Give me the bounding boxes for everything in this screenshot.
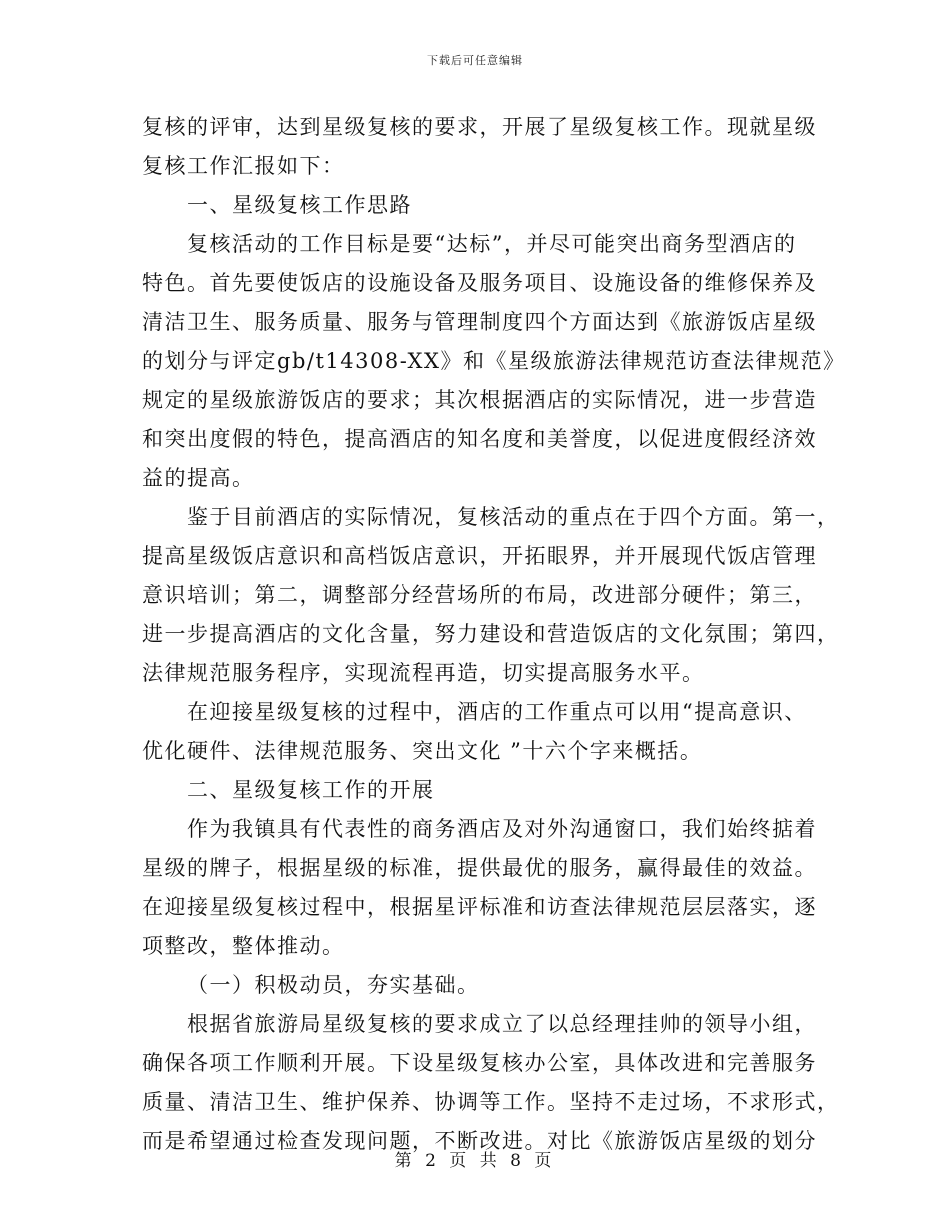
body-line: 规定的星级旅游饭店的要求；其次根据酒店的实际情况，进一步营造 xyxy=(142,388,817,412)
body-line: 确保各项工作顺利开展。下设星级复核办公室，具体改进和完善服务 xyxy=(142,1051,817,1075)
body-line: 提高星级饭店意识和高档饭店意识，开拓眼界，并开展现代饭店管理 xyxy=(142,544,817,568)
document-body xyxy=(142,108,846,1161)
body-line: 特色。首先要使饭店的设施设备及服务项目、设施设备的维修保养及 xyxy=(142,271,817,295)
body-line: 根据省旅游局星级复核的要求成立了以总经理挂帅的领导小组， xyxy=(187,1012,817,1036)
body-line: 进一步提高酒店的文化含量，努力建设和营造饭店的文化氛围；第四， xyxy=(142,622,840,646)
page-header: 下载后可任意编辑 xyxy=(427,54,523,67)
body-line: 一、星级复核工作思路 xyxy=(187,193,412,217)
body-line: 项整改，整体推动。 xyxy=(142,934,345,958)
body-line: 作为我镇具有代表性的商务酒店及对外沟通窗口，我们始终掂着 xyxy=(187,817,817,841)
body-line: 在迎接星级复核过程中，根据星评标准和访查法律规范层层落实，逐 xyxy=(142,895,817,919)
body-line: 法律规范服务程序，实现流程再造，切实提高服务水平。 xyxy=(142,661,705,685)
body-line: 复核工作汇报如下： xyxy=(142,154,345,178)
body-line: 在迎接星级复核的过程中，酒店的工作重点可以用“提高意识、 xyxy=(187,700,807,724)
body-line: 而是希望通过检查发现问题，不断改进。对比《旅游饭店星级的划分 xyxy=(142,1129,817,1153)
body-line: 星级的牌子，根据星级的标准，提供最优的服务，赢得最佳的效益。 xyxy=(142,856,817,880)
body-line: 优化硬件、法律规范服务、突出文化 ”十六个字来概括。 xyxy=(142,739,703,763)
body-line: 复核的评审，达到星级复核的要求，开展了星级复核工作。现就星级 xyxy=(142,115,817,139)
body-line: （一）积极动员，夯实基础。 xyxy=(187,973,480,997)
body-line: 鉴于目前酒店的实际情况，复核活动的重点在于四个方面。第一， xyxy=(187,505,840,529)
body-line: 的划分与评定gb/t14308-XX》和《星级旅游法律规范访查法律规范》 xyxy=(142,349,846,373)
body-line: 和突出度假的特色，提高酒店的知名度和美誉度，以促进度假经济效 xyxy=(142,427,817,451)
body-line: 益的提高。 xyxy=(142,466,255,490)
body-line: 质量、清洁卫生、维护保养、协调等工作。坚持不走过场，不求形式， xyxy=(142,1090,840,1114)
body-line: 二、星级复核工作的开展 xyxy=(187,778,435,802)
body-line: 意识培训；第二，调整部分经营场所的布局，改进部分硬件；第三， xyxy=(142,583,817,607)
body-line: 复核活动的工作目标是要“达标”，并尽可能突出商务型酒店的 xyxy=(187,232,797,256)
body-line: 清洁卫生、服务质量、服务与管理制度四个方面达到《旅游饭店星级 xyxy=(142,310,817,334)
page-footer: 第 2 页 共 8 页 xyxy=(394,1151,556,1171)
